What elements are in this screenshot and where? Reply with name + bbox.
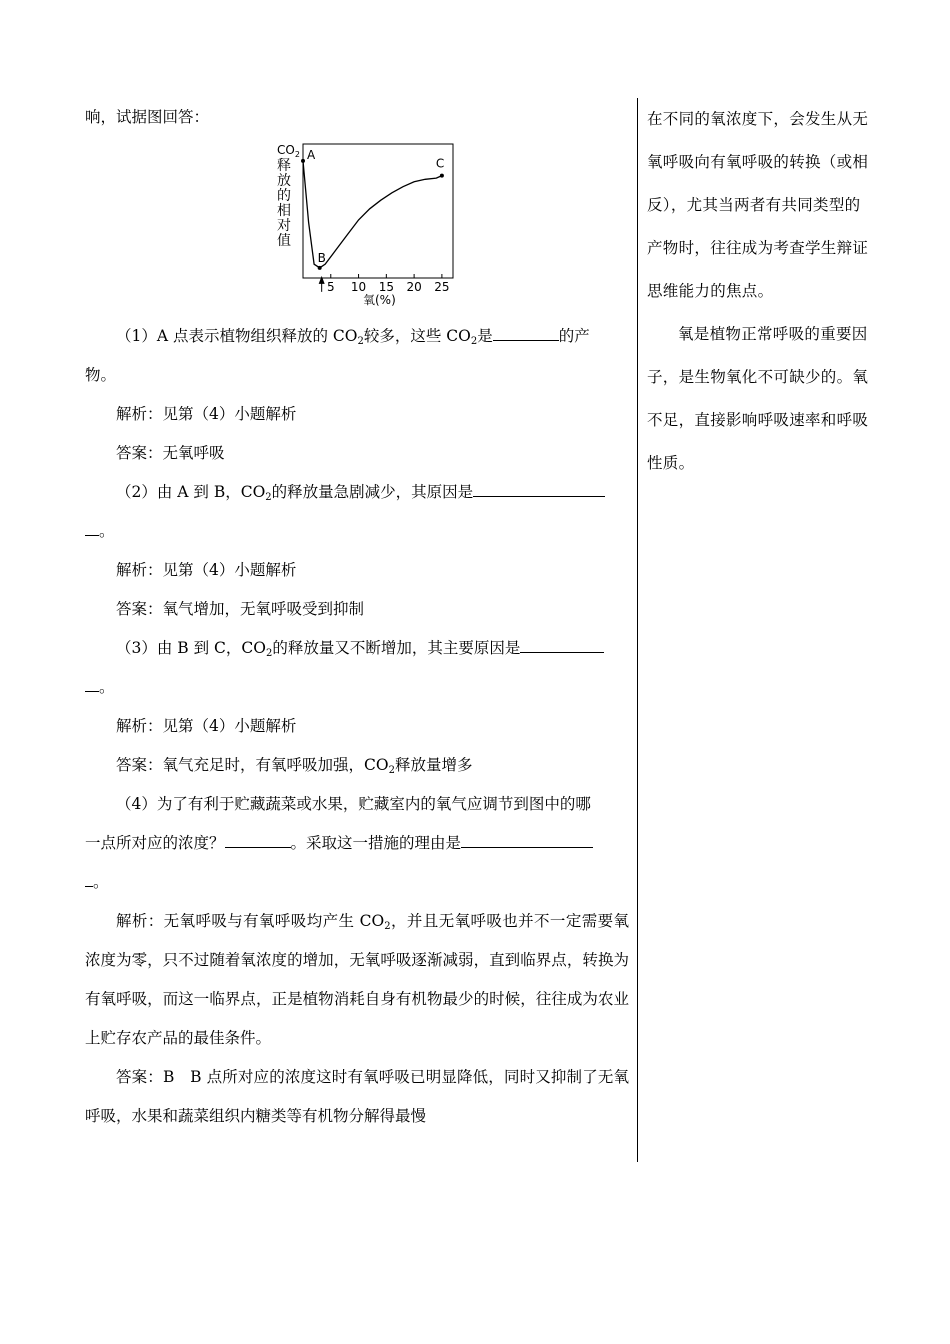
x-ticks (327, 274, 450, 294)
point-label-B: B (317, 250, 326, 265)
point-A (301, 159, 305, 163)
point-B (318, 266, 322, 270)
q3-stem: （3）由 B 到 C，$CO_2$的释放量又不断增加，其主要原因是 (85, 629, 629, 668)
q1-blank (493, 326, 559, 341)
q4-analysis: 解析：无氧呼吸与有氧呼吸均产生 $CO_2$，并且无氧呼吸也并不一定需要氧浓度为零，只不过随着氧浓度的增加，无氧呼吸逐渐减弱，直到临界点，转换为有氧呼吸，而这一临界点，正是植物消耗自身有机物最少的时候，往往成为农业上贮存农产品的最佳条件。 (85, 912, 629, 1047)
point-C (440, 174, 444, 178)
x-tick-label: 15 (378, 280, 394, 294)
q2-blank-cont (85, 521, 99, 536)
q4-blank-1 (225, 833, 291, 848)
q2-answer: 答案：氧气增加，无氧呼吸受到抑制 (116, 600, 365, 618)
chart-container (85, 141, 629, 309)
x-axis-label: 氧(%) (363, 293, 396, 307)
side-note-1: 在不同的氧浓度下，会发生从无氧呼吸向有氧呼吸的转换（或相反），尤其当两者有共同类型的产物时，往往成为考查学生辩证思维能力的焦点。 (647, 110, 869, 300)
y-label-char: 对 (277, 218, 291, 234)
x-tick-label: 20 (406, 280, 422, 294)
side-notes-column (647, 98, 869, 485)
curve-layer (301, 148, 444, 292)
q3-answer: 答案：氧气充足时，有氧呼吸加强，$CO_2$释放量增多 (116, 756, 473, 776)
q3-blank-cont (85, 677, 99, 692)
point-b-arrow-head (319, 276, 325, 284)
y-label-char: 放 (277, 173, 291, 189)
co2-oxygen-chart (275, 141, 475, 307)
q1-stem-cont: 物。 (85, 366, 117, 384)
q4-stem-cont: 一点所对应的浓度？ 。采取这一措施的理由是 (85, 824, 629, 863)
x-tick-label: 5 (326, 280, 335, 294)
point-label-C: C (435, 156, 445, 171)
q2-stem-cont: 。 (85, 512, 629, 551)
side-note-2: 氧是植物正常呼吸的重要因子，是生物氧化不可缺少的。氧不足，直接影响呼吸速率和呼吸性质。 (647, 325, 869, 472)
main-column (85, 98, 629, 1136)
y-label-co2: $CO_2$ (277, 143, 300, 159)
y-label-char: 值 (277, 233, 291, 249)
q2-stem: （2）由 A 到 B，$CO_2$的释放量急剧减少，其原因是 (85, 473, 629, 512)
q3-analysis: 解析：见第（4）小题解析 (116, 717, 297, 735)
intro-text: 响，试据图回答： (85, 108, 210, 126)
q4-blank-2 (461, 833, 593, 848)
q4-blank-cont (85, 872, 93, 887)
x-tick-label: 25 (434, 280, 450, 294)
y-label-char: 相 (277, 203, 291, 219)
y-label-chars (277, 158, 291, 249)
q3-stem-cont: 。 (85, 668, 629, 707)
q2-analysis: 解析：见第（4）小题解析 (116, 561, 297, 579)
q4-stem-end: 。 (85, 863, 629, 902)
y-label-char: 释 (277, 158, 291, 174)
q1-answer: 答案：无氧呼吸 (116, 444, 225, 462)
q4-answer: 答案：B B 点所对应的浓度这时有氧呼吸已明显降低，同时又抑制了无氧呼吸，水果和蔬菜组织内糖类等有机物分解得最慢 (85, 1068, 629, 1125)
q1-analysis: 解析：见第（4）小题解析 (116, 405, 297, 423)
q3-blank (520, 638, 604, 653)
y-label-char: 的 (277, 188, 291, 204)
point-label-A: A (307, 147, 316, 162)
column-divider (637, 98, 638, 1162)
x-tick-label: 10 (350, 280, 367, 294)
q4-stem: （4）为了有利于贮藏蔬菜或水果，贮藏室内的氧气应调节到图中的哪 (116, 795, 591, 813)
q1-stem: （1）A 点表示植物组织释放的 $CO_2$较多，这些 $CO_2$是 的产 (116, 327, 590, 347)
q2-blank (473, 482, 605, 497)
